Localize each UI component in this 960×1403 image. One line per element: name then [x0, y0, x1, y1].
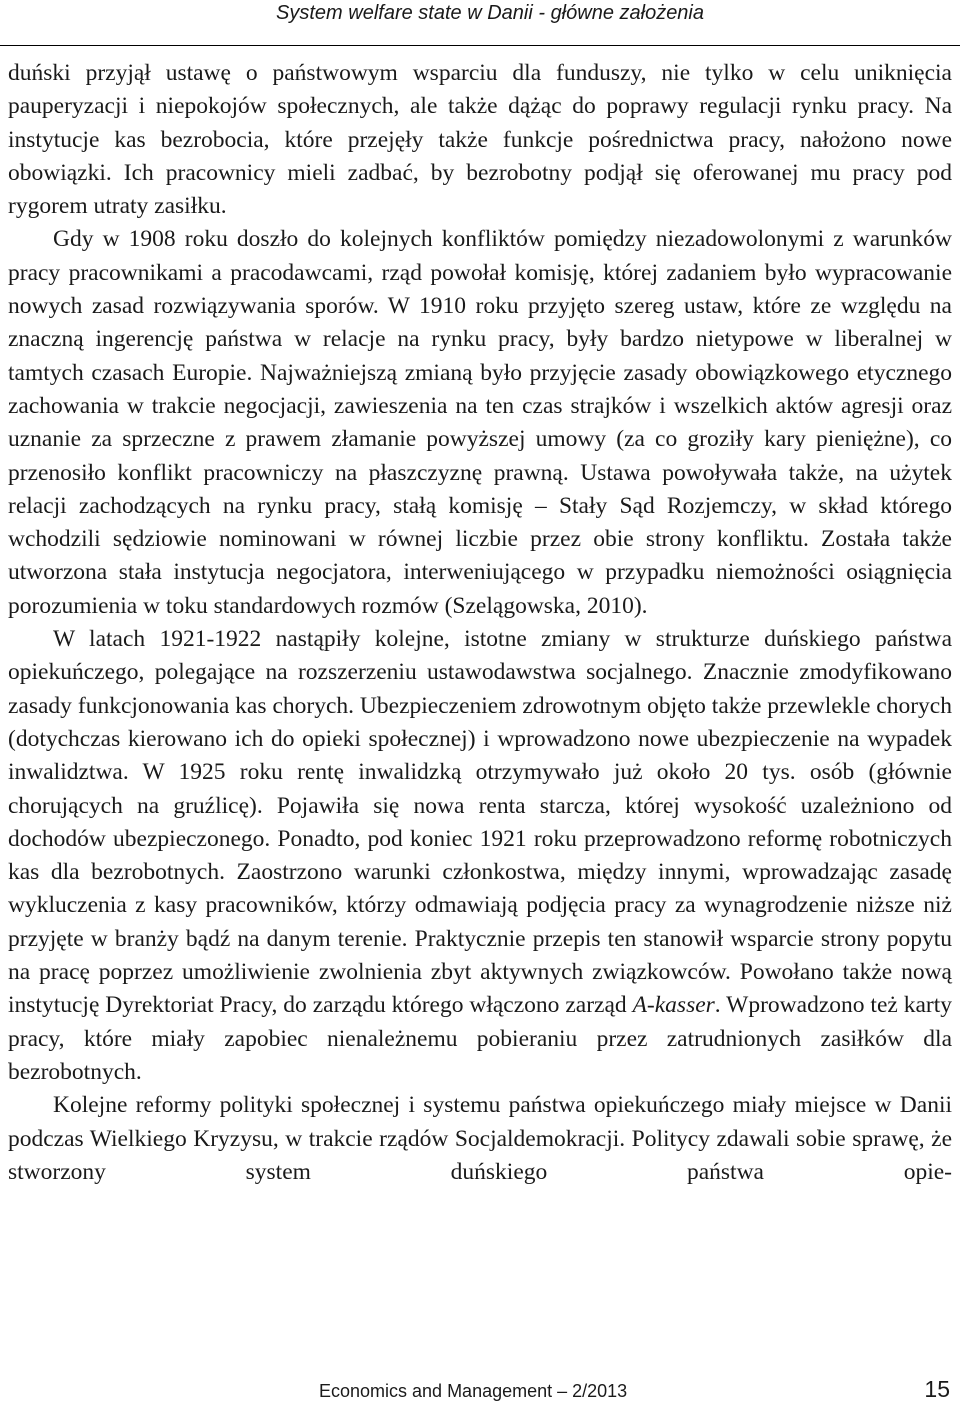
paragraph-1: duński przyjął ustawę o państwowym wsparciu dla funduszy, nie tylko w celu uniknięcia pauperyzacji i niepokojów społecznych, ale także dążąc do poprawy regulacji rynku pracy. Na instytucje kas bezrobocia, które przejęły także funkcje pośrednictwa pracy, nałożono nowe obowiązki. Ich pracownicy mieli zadbać, by bezrobotny podjął się oferowanej mu pracy pod rygorem utraty zasiłku.: [8, 60, 952, 220]
page-number: 15: [924, 1376, 950, 1402]
paragraph-3-part-2: . Wprowadzono też karty pracy, które miały zapobiec nienależnemu pobieraniu przez zatrudnionych zasiłków dla bezrobotnych.: [8, 992, 953, 1085]
a-kasser-term: A-kasser: [632, 992, 715, 1019]
footer-journal-name: Economics and Management – 2/2013: [319, 1381, 628, 1401]
page-footer: [0, 1376, 960, 1403]
header-title: System welfare state w Danii - główne założenia: [276, 2, 704, 24]
paragraph-3: [8, 623, 952, 1089]
paragraph-3-part-1: W latach 1921-1922 nastąpiły kolejne, istotne zmiany w strukturze duńskiego państwa opiekuńczego, polegające na rozszerzeniu ustawodawstwa socjalnego. Znacznie zmodyfikowano zasady funkcjonowania kas chorych. Ubezpieczeniem zdrowotnym objęto także przewlekle chorych (dotychczas kierowano ich do opieki społecznej) i wprowadzono nowe ubezpieczenie na wypadek inwalidztwa. W 1925 roku rentę inwalidzką otrzymywało już około 20 tys. osób (głównie chorujących na gruźlicę). Pojawiła się nowa renta starcza, której wysokość uzależniono od dochodów ubezpieczonego. Ponadto, pod koniec 1921 roku przeprowadzono reformę robotniczych kas dla bezrobotnych. Zaostrzono warunki członkostwa, między innymi, wprowadzając zasadę wykluczenia z kasy pracowników, którzy odmawiają podjęcia pracy za wynagrodzenie niższe niż przyjęte w branży bądź na danym terenie. Praktycznie przepis ten stanowił wsparcie strony popytu na pracę poprzez umożliwienie zwolnienia zbyt aktywnych związkowców. Powołano także nową instytucję Dyrektoriat Pracy, do zarządu którego włączono zarząd: [8, 626, 952, 1019]
running-header: [0, 0, 960, 46]
paragraph-4: Kolejne reformy polityki społecznej i systemu państwa opiekuńczego miały miejsce w Danii podczas Wielkiego Kryzysu, w trakcie rządów Socjaldemokracji. Politycy zdawali sobie sprawę, że stworzony system duńskiego państwa opie-: [8, 1092, 952, 1185]
article-body: [8, 57, 952, 1189]
paragraph-2: Gdy w 1908 roku doszło do kolejnych konfliktów pomiędzy niezadowolonymi z warunków pracy pracownikami a pracodawcami, rząd powołał komisję, której zadaniem było wypracowanie nowych zasad rozwiązywania sporów. W 1910 roku przyjęto szereg ustaw, które ze względu na znaczną ingerencję państwa w relacje na rynku pracy, były bardzo nietypowe w liberalnej w tamtych czasach Europie. Najważniejszą zmianą było przyjęcie zasady obowiązkowego etycznego zachowania w trakcie negocjacji, zawieszenia na ten czas strajków i wszelkich aktów agresji oraz uznanie za sprzeczne z prawem złamanie powyższej umowy (za co groziły kary pieniężne), co przenosiło konflikt pracowniczy na płaszczyznę prawną. Ustawa powoływała także, na użytek relacji zachodzących na rynku pracy, stałą komisję – Stały Sąd Rozjemczy, w skład którego wchodzili sędziowie nominowani w równej liczbie przez obie strony konfliktu. Została także utworzona stała instytucja negocjatora, interweniującego w przypadku niemożności osiągnięcia porozumienia w toku standardowych rozmów (Szelągowska, 2010).: [8, 226, 952, 619]
